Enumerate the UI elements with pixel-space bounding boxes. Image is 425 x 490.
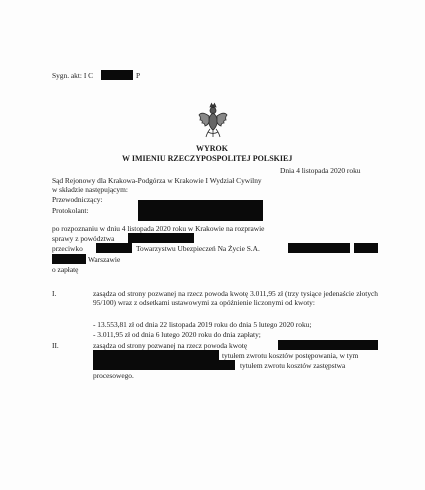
redaction-block xyxy=(93,360,235,370)
composition-intro: w składzie następującym: xyxy=(52,185,128,194)
point-text: zasądza od strony pozwanej na rzecz powoda kwotę 3.011,95 zł (trzy tysiące jedenaście złotych 95/100) wraz z odsetkami ustawowymi za opóźnienie liczonymi od kwoty: xyxy=(93,289,378,307)
point-text: zasądza od strony pozwanej na rzecz powoda kwotę xyxy=(93,341,248,350)
judgment-date: Dnia 4 listopada 2020 roku xyxy=(280,166,361,175)
point-number: I. xyxy=(52,289,57,298)
redaction-block xyxy=(96,243,132,253)
point-text: tytułem zwrotu kosztów zastępstwa xyxy=(240,361,346,370)
against-label: przeciwko xyxy=(52,244,83,253)
hearing-line: po rozpoznaniu w dniu 4 listopada 2020 roku w Krakowie na rozprawie xyxy=(52,224,265,233)
defendant-name: Towarzystwu Ubezpieczeń Na Życie S.A. xyxy=(136,244,260,253)
plaintiff-line: sprawy z powództwa xyxy=(52,234,115,243)
judgment-title: WYROK xyxy=(196,144,228,153)
redaction-block xyxy=(138,200,263,221)
point-number: II. xyxy=(52,341,59,350)
court-name: Sąd Rejonowy dla Krakowa-Podgórza w Krakowie I Wydział Cywilny xyxy=(52,176,262,185)
redaction-block xyxy=(278,340,378,350)
claim-subject: o zapłatę xyxy=(52,265,79,274)
presiding-judge-label: Przewodniczący: xyxy=(52,195,103,204)
redaction-block xyxy=(101,70,133,80)
polish-eagle-emblem-icon xyxy=(198,102,228,140)
defendant-city: Warszawie xyxy=(88,255,121,264)
interest-period-1: - 13.553,81 zł od dnia 22 listopada 2019 roku do dnia 5 lutego 2020 roku; xyxy=(93,320,312,329)
redaction-block xyxy=(288,243,350,253)
case-signature-prefix: Sygn. akt: I C xyxy=(52,71,94,80)
case-signature-suffix: P xyxy=(136,71,141,80)
redaction-block xyxy=(354,243,378,253)
clerk-label: Protokolant: xyxy=(52,206,89,215)
judgment-subtitle: W IMIENIU RZECZYPOSPOLITEJ POLSKIEJ xyxy=(122,154,293,163)
point-text: tytułem zwrotu kosztów postępowania, w tym xyxy=(222,351,359,360)
redaction-block xyxy=(128,233,194,243)
redaction-block xyxy=(52,254,86,264)
interest-period-2: - 3.011,95 zł od dnia 6 lutego 2020 roku do dnia zapłaty; xyxy=(93,330,261,339)
redaction-block xyxy=(93,350,219,360)
point-text: procesowego. xyxy=(93,371,134,380)
